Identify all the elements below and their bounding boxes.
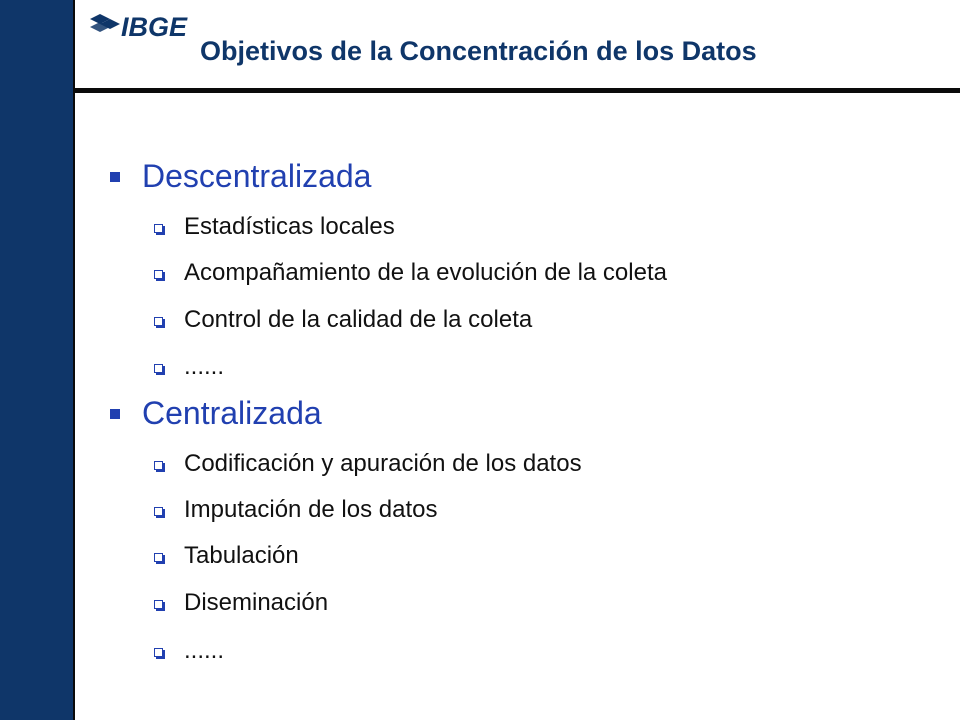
checkbox-bullet-icon <box>154 364 163 373</box>
list-item-text: Diseminación <box>184 589 329 616</box>
section-centralizada <box>106 395 906 435</box>
list-item <box>150 213 930 245</box>
list-item-text: Acompañamiento de la evolución de la coleta <box>184 259 667 286</box>
checkbox-bullet-icon <box>154 600 163 609</box>
section-label: Descentralizada <box>142 158 372 194</box>
checkbox-bullet-icon <box>154 461 163 470</box>
list-item-text: Control de la calidad de la coleta <box>184 306 533 333</box>
checkbox-bullet-icon <box>154 270 163 279</box>
list-item-text: ...... <box>184 637 225 664</box>
square-bullet-icon <box>110 172 120 182</box>
list-item-text: ...... <box>184 353 225 380</box>
list-item <box>150 637 930 669</box>
section-descentralizada <box>106 158 906 198</box>
list-item-text: Tabulación <box>184 542 299 569</box>
list-item <box>150 542 930 574</box>
square-bullet-icon <box>110 409 120 419</box>
checkbox-bullet-icon <box>154 317 163 326</box>
list-item <box>150 306 930 338</box>
page-title: Objetivos de la Concentración de los Datos <box>200 36 757 66</box>
checkbox-bullet-icon <box>154 648 163 657</box>
list-item-text: Estadísticas locales <box>184 213 395 240</box>
logo-text: IBGE <box>121 12 188 42</box>
checkbox-bullet-icon <box>154 553 163 562</box>
checkbox-bullet-icon <box>154 507 163 516</box>
list-item <box>150 589 930 621</box>
section-label: Centralizada <box>142 395 322 431</box>
list-item-text: Codificación y apuración de los datos <box>184 450 582 477</box>
list-item <box>150 353 930 385</box>
checkbox-bullet-icon <box>154 224 163 233</box>
list-item <box>150 259 930 291</box>
list-item-text: Imputación de los datos <box>184 496 438 523</box>
list-item <box>150 450 930 482</box>
list-item <box>150 496 930 528</box>
